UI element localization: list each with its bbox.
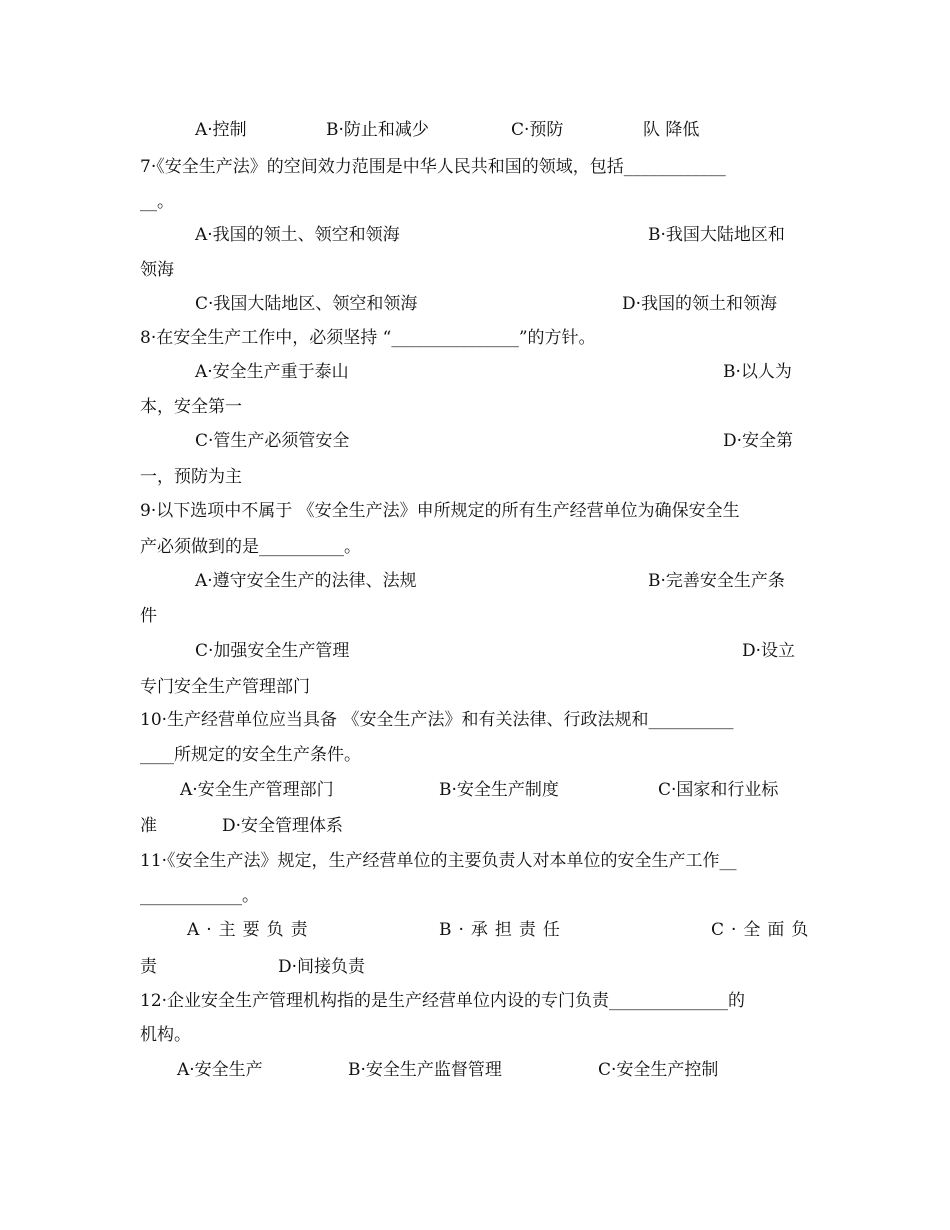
- q8-option-a: A·安全生产重于泰山: [195, 362, 349, 382]
- q7-option-a: A·我国的领土、领空和领海: [195, 225, 400, 245]
- q12-stem-line2: 机构。: [140, 1025, 191, 1045]
- q9-option-a: A·遵守安全生产的法律、法规: [195, 571, 417, 591]
- q7-option-b-cont: 领海: [140, 260, 174, 280]
- q9-stem-line1: 9·以下选项中不属于 《安全生产法》申所规定的所有生产经营单位为确保安全生: [140, 501, 740, 521]
- q10-option-d: D·安全管理体系: [222, 816, 344, 836]
- q10-stem-line2: ____所规定的安全生产条件。: [140, 745, 361, 765]
- q7-stem-line1: 7·《安全生产法》的空间效力范围是中华人民共和国的领域，包括____________: [140, 157, 726, 177]
- q6-option-a: A·控制: [195, 120, 247, 140]
- q9-stem-line2: 产必须做到的是__________。: [140, 537, 361, 557]
- q9-option-d: D·设立: [742, 641, 796, 661]
- q12-option-c: C·安全生产控制: [598, 1060, 719, 1080]
- q11-stem-line1: 11·《安全生产法》规定，生产经营单位的主要负责人对本单位的安全生产工作__: [140, 851, 737, 871]
- q12-stem-line1: 12·企业安全生产管理机构指的是生产经营单位内设的专门负责______________的: [140, 991, 746, 1011]
- q8-option-b: B·以人为: [723, 362, 792, 382]
- q9-option-b-cont: 件: [140, 606, 157, 626]
- q8-option-b-cont: 本，安全第一: [140, 397, 242, 417]
- q7-option-d: D·我国的领土和领海: [622, 294, 778, 314]
- q10-option-c-cont: 准: [140, 816, 157, 836]
- q9-option-d-cont: 专门安全生产管理部门: [140, 677, 310, 697]
- q7-stem-line2: __。: [140, 192, 174, 212]
- q8-option-d: D·安全第: [723, 431, 794, 451]
- q11-option-b: B·承担责任: [439, 920, 567, 940]
- q9-option-b: B·完善安全生产条: [648, 571, 785, 591]
- q7-option-b: B·我国大陆地区和: [648, 225, 785, 245]
- q6-option-d: 队 降低: [643, 120, 700, 140]
- q12-option-a: A·安全生产: [177, 1060, 263, 1080]
- q11-option-a: A·主要负责: [187, 920, 315, 940]
- q8-option-d-cont: 一，预防为主: [140, 467, 242, 487]
- q9-option-c: C·加强安全生产管理: [195, 641, 350, 661]
- q11-option-d: D·间接负责: [278, 957, 366, 977]
- q12-option-b: B·安全生产监督管理: [348, 1060, 502, 1080]
- q11-option-c: C·全面负: [711, 920, 816, 940]
- q10-option-a: A·安全生产管理部门: [180, 780, 334, 800]
- q7-option-c: C·我国大陆地区、领空和领海: [195, 294, 418, 314]
- q8-option-c: C·管生产必须管安全: [195, 431, 350, 451]
- q10-option-b: B·安全生产制度: [439, 780, 559, 800]
- q6-option-c: C·预防: [511, 120, 564, 140]
- q8-stem: 8·在安全生产工作中，必须坚持 “_______________”的方针。: [140, 328, 596, 348]
- q10-option-c: C·国家和行业标: [658, 780, 779, 800]
- q10-stem-line1: 10·生产经营单位应当具备 《安全生产法》和有关法律、行政法规和__________: [140, 710, 734, 730]
- q11-option-c-cont: 责: [140, 957, 157, 977]
- q6-option-b: B·防止和减少: [326, 120, 429, 140]
- q11-stem-line2: ____________。: [140, 886, 259, 906]
